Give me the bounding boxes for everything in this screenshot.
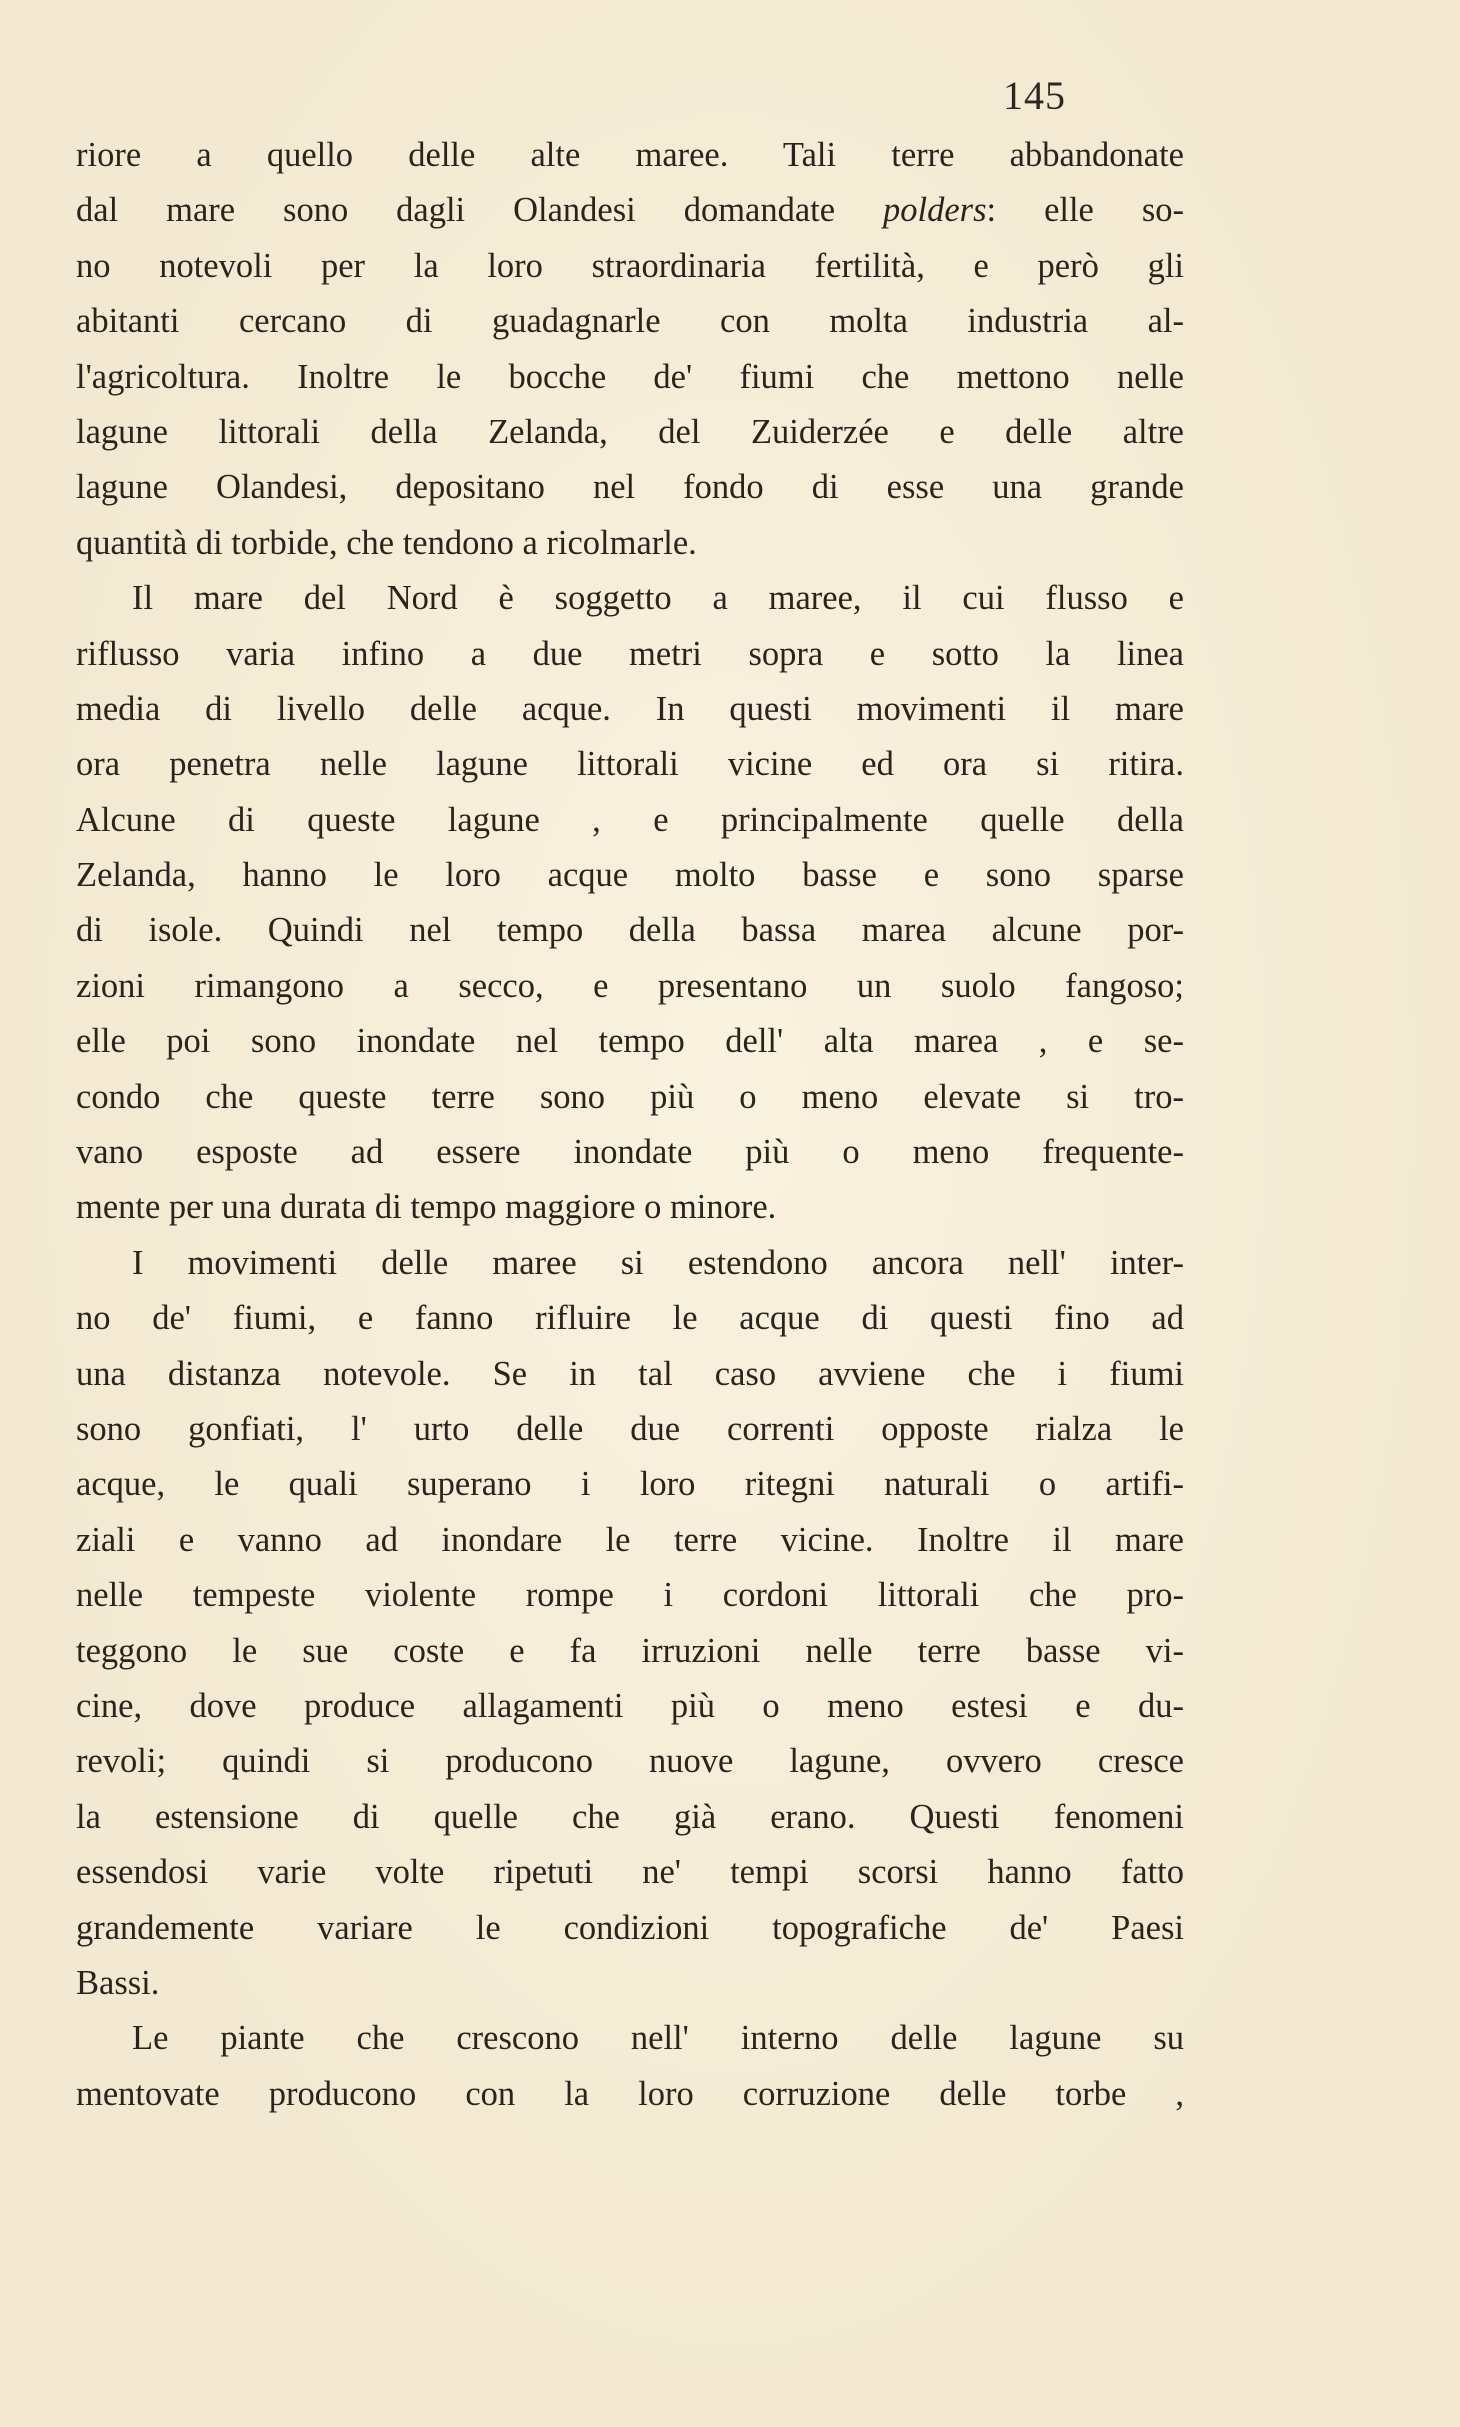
text-line: elle poi sono inondate nel tempo dell' alta marea , e se- (76, 1022, 1184, 1061)
text-line: media di livello delle acque. In questi movimenti il mare (76, 689, 1184, 728)
page-number: 145 (1003, 73, 1066, 118)
text-line: Il mare del Nord è soggetto a maree, il cui flusso e (132, 579, 1184, 618)
text-line: grandemente variare le condizioni topografiche de' Paesi (76, 1908, 1184, 1947)
text-line: mentovate producono con la loro corruzione delle torbe , (76, 2074, 1184, 2113)
italic-term: polders (883, 191, 987, 230)
body-text (76, 128, 1184, 2122)
text-line: riflusso varia infino a due metri sopra e sotto la linea (76, 634, 1184, 673)
text-line: riore a quello delle alte maree. Tali terre abbandonate (76, 136, 1184, 174)
text-line: vano esposte ad essere inondate più o meno frequente- (76, 1133, 1184, 1172)
text-line: Le piante che crescono nell' interno delle lagune su (132, 2019, 1184, 2058)
text-line: no de' fiumi, e fanno rifluire le acque di questi fino ad (76, 1299, 1184, 1338)
text-line: sono gonfiati, l' urto delle due correnti opposte rialza le (76, 1409, 1184, 1448)
text-line: lagune Olandesi, depositano nel fondo di esse una grande (76, 468, 1184, 507)
text-line: I movimenti delle maree si estendono ancora nell' inter- (132, 1243, 1184, 1282)
text-line: mente per una durata di tempo maggiore o minore. (76, 1188, 777, 1227)
text-line: acque, le quali superano i loro ritegni naturali o artifi- (76, 1465, 1184, 1504)
text-line: Alcune di queste lagune , e principalmente quelle della (76, 800, 1184, 839)
text-line: cine, dove produce allagamenti più o meno estesi e du- (76, 1686, 1184, 1725)
text-line: una distanza notevole. Se in tal caso avviene che i fiumi (76, 1354, 1184, 1393)
text-line: l'agricoltura. Inoltre le bocche de' fiumi che mettono nelle (76, 357, 1184, 396)
text-line: Zelanda, hanno le loro acque molto basse e sono sparse (76, 856, 1184, 895)
text-line: essendosi varie volte ripetuti ne' tempi scorsi hanno fatto (76, 1853, 1184, 1892)
text-line: nelle tempeste violente rompe i cordoni littorali che pro- (76, 1576, 1184, 1615)
text-line: ora penetra nelle lagune littorali vicine ed ora si ritira. (76, 745, 1184, 784)
text-line: dal mare sono dagli Olandesi domandate polders: elle so- (76, 191, 1184, 230)
text-line: teggono le sue coste e fa irruzioni nelle terre basse vi- (76, 1631, 1184, 1670)
text-line: ziali e vanno ad inondare le terre vicine. Inoltre il mare (76, 1520, 1184, 1559)
text-line: no notevoli per la loro straordinaria fertilità, e però gli (76, 246, 1184, 285)
text-line: zioni rimangono a secco, e presentano un suolo fangoso; (76, 966, 1184, 1005)
text-line: quantità di torbide, che tendono a ricolmarle. (76, 523, 697, 562)
text-line: revoli; quindi si producono nuove lagune, ovvero cresce (76, 1742, 1184, 1781)
text-line: Bassi. (76, 1963, 160, 2002)
text-line: abitanti cercano di guadagnarle con molta industria al- (76, 302, 1184, 341)
text-line: lagune littorali della Zelanda, del Zuiderzée e delle altre (76, 412, 1184, 451)
text-line: condo che queste terre sono più o meno elevate si tro- (76, 1077, 1184, 1116)
text-line: la estensione di quelle che già erano. Questi fenomeni (76, 1797, 1184, 1836)
text-line: di isole. Quindi nel tempo della bassa marea alcune por- (76, 911, 1184, 950)
